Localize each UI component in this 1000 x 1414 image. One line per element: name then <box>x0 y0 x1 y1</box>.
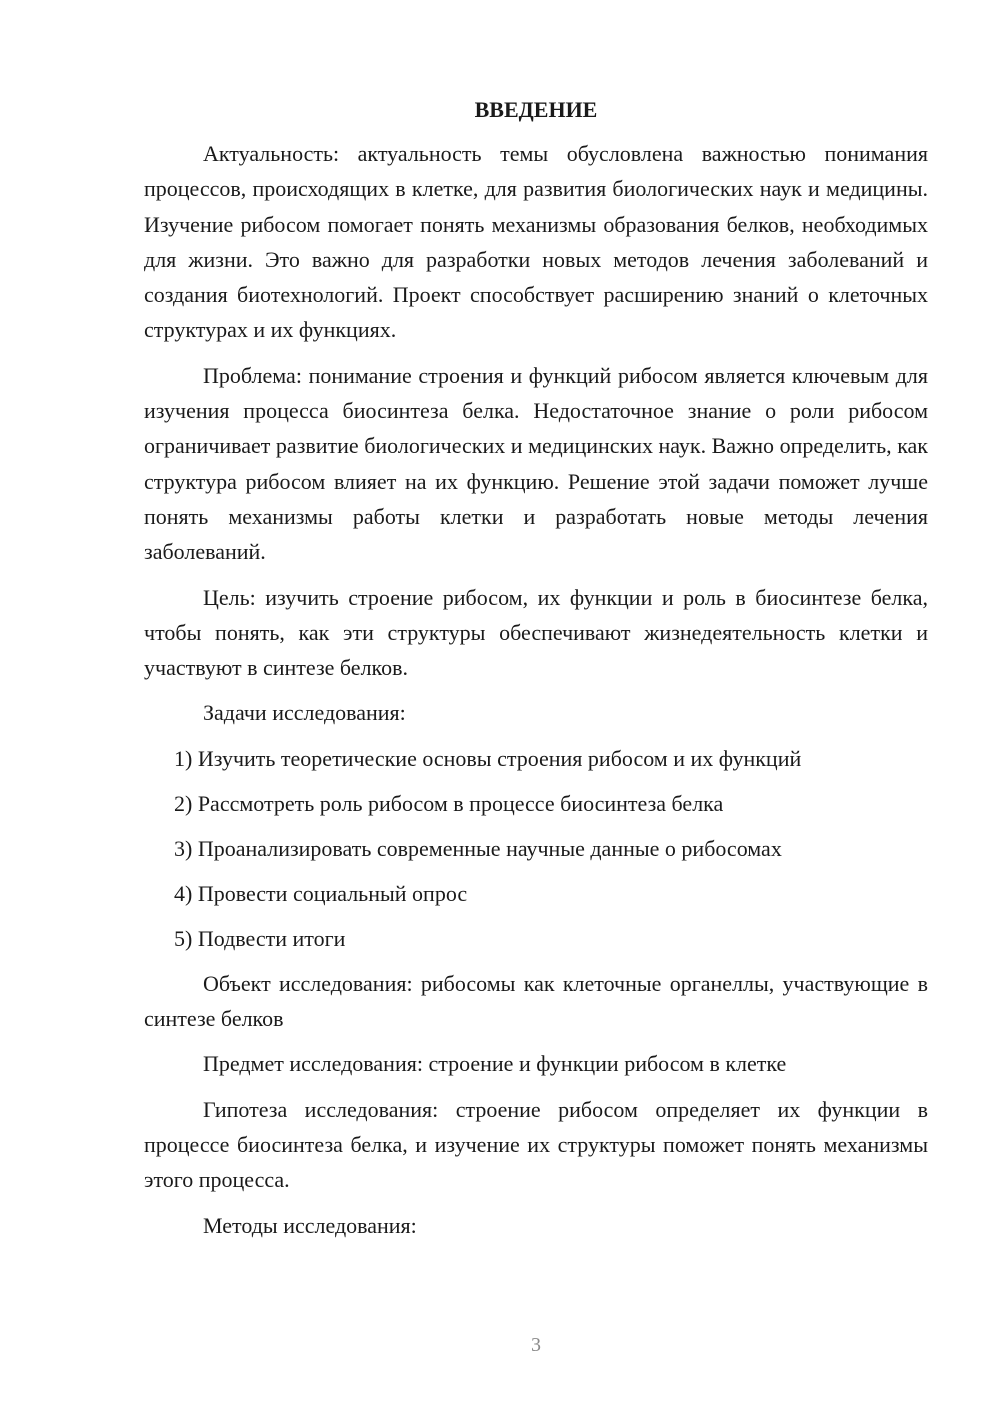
document-page <box>144 92 928 1243</box>
paragraph-problem: Проблема: понимание строения и функций рибосом является ключевым для изучения процесса биосинтеза белка. Недостаточное знание о роли рибосом ограничивает развитие биологических и медицинских наук. Важно определить, как структура рибосом влияет на их функцию. Решение этой задачи поможет лучше понять механизмы работы клетки и разработать новые методы лечения заболеваний. <box>144 362 928 565</box>
paragraph-goal: Цель: изучить строение рибосом, их функции и роль в биосинтезе белка, чтобы понять, как эти структуры обеспечивают жизнедеятельность клетки и участвуют в синтезе белков. <box>144 584 928 681</box>
list-item: 4) Провести социальный опрос <box>174 880 468 906</box>
paragraph-hypothesis: Гипотеза исследования: строение рибосом определяет их функции в процессе биосинтеза белка, и изучение их структуры поможет понять механизмы этого процесса. <box>144 1096 928 1193</box>
paragraph-relevance: Актуальность: актуальность темы обусловлена важностью понимания процессов, происходящих в клетке, для развития биологических наук и медицины. Изучение рибосом помогает понять механизмы образования белков, необходимых для жизни. Это важно для разработки новых методов лечения заболеваний и создания биотехнологий. Проект способствует расширению знаний о клеточных структурах и их функциях. <box>144 141 928 343</box>
tasks-list <box>144 741 928 956</box>
paragraph-subject: Предмет исследования: строение и функции рибосом в клетке <box>203 1051 787 1077</box>
section-title: ВВЕДЕНИЕ <box>474 97 598 122</box>
list-item: 2) Рассмотреть роль рибосом в процессе биосинтеза белка <box>174 790 724 816</box>
tasks-heading: Задачи исследования: <box>203 700 406 726</box>
list-item: 5) Подвести итоги <box>174 925 346 951</box>
methods-heading: Методы исследования: <box>203 1212 417 1238</box>
list-item: 1) Изучить теоретические основы строения рибосом и их функций <box>174 745 802 771</box>
page-number: 3 <box>531 1334 541 1356</box>
paragraph-object: Объект исследования: рибосомы как клеточные органеллы, участвующие в синтезе белков <box>144 970 928 1032</box>
list-item: 3) Проанализировать современные научные данные о рибосомах <box>174 835 782 861</box>
